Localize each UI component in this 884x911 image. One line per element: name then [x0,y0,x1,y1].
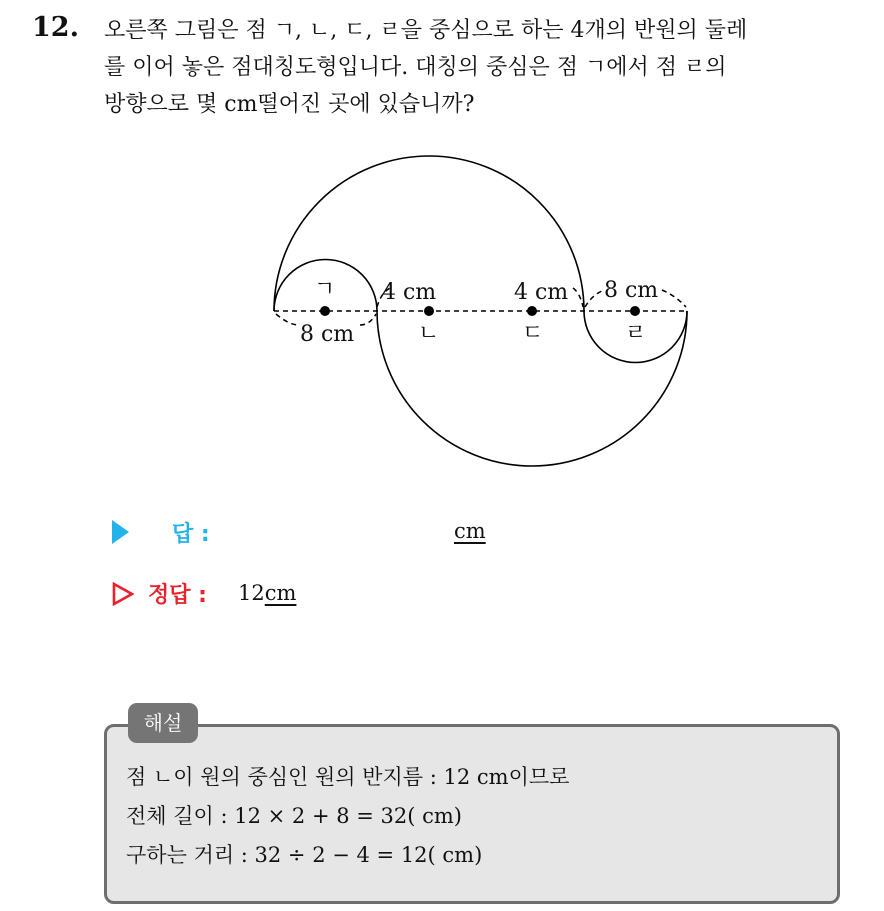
center-point-1 [320,306,330,316]
measure-arc-bottom-left-r [360,314,376,325]
question-line: 를 이어 놓은 점대칭도형입니다. 대칭의 중심은 점 ㄱ에서 점 ㄹ의 [104,55,727,80]
explanation-line: 전체 길이 : 12 × 2 + 8 = 32( cm) [126,804,462,828]
measure-label: 8 cm [300,322,355,347]
point-label-rieul: ㄹ [625,321,647,346]
question-line: 방향으로 몇 cm떨어진 곳에 있습니까? [104,92,475,117]
measure-label: 4 cm [514,280,569,305]
answer-row [112,517,712,549]
point-label-digeut: ㄷ [522,321,544,346]
point-label-giyeok: ㄱ [314,277,336,302]
center-point-3 [527,306,537,316]
measure-label: 4 cm [382,280,437,305]
correct-answer-row [112,578,712,610]
explanation-line: 구하는 거리 : 32 ÷ 2 − 4 = 12( cm) [126,843,483,867]
measure-arc-bottom-left [276,314,299,325]
explanation-line: 점 ㄴ이 원의 중심인 원의 반지름 : 12 cm이므로 [126,765,570,789]
filled-triangle-icon [112,520,129,544]
correct-answer-unit: cm [264,581,297,605]
measure-arc-top-right-r [662,290,686,307]
correct-answer-value [238,581,296,605]
question-number: 12. [32,12,79,43]
correct-answer-label: 정답 : [148,583,207,608]
answer-unit: cm [454,519,486,543]
explanation-text [126,758,569,875]
correct-answer-number: 12 [238,581,265,605]
outline-triangle-icon [112,582,134,606]
measure-label: 8 cm [604,278,659,303]
explanation-tag: 해설 [128,703,198,743]
point-label-nieun: ㄴ [418,321,440,346]
measure-arc-top-mid [573,288,583,307]
answer-label: 답 : [172,522,210,547]
question-line: 오른쪽 그림은 점 ㄱ, ㄴ, ㄷ, ㄹ을 중심으로 하는 4개의 반원의 둘레 [104,18,748,43]
measure-arc-top-right-l [585,290,604,307]
center-point-2 [424,306,434,316]
center-point-4 [630,306,640,316]
